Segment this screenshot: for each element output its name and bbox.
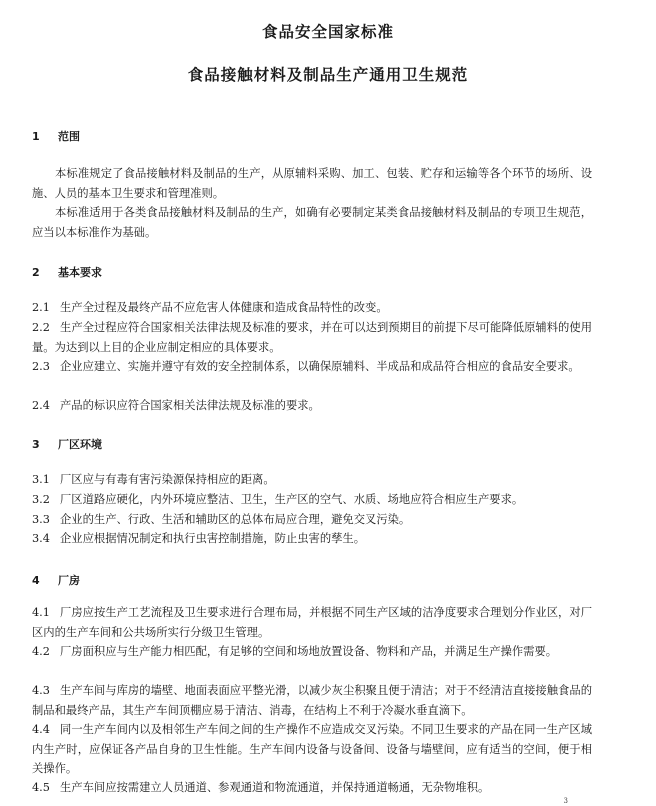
section-title: 基本要求 [58, 266, 102, 279]
clause-text: 厂房面积应与生产能力相匹配，有足够的空间和场地放置设备、物料和产品，并满足生产操作需要。 [60, 645, 558, 658]
clause-item [32, 318, 592, 357]
clause-text: 厂区应与有毒有害污染源保持相应的距离。 [60, 473, 275, 486]
clause-number: 4.5 [32, 781, 50, 794]
clause-item [32, 529, 592, 549]
clause-item [32, 681, 592, 720]
section-1-heading [32, 128, 80, 144]
clause-number: 2.2 [32, 321, 50, 334]
clause-number: 2.3 [32, 360, 50, 373]
clause-number: 4.1 [32, 606, 50, 619]
section-number: 3 [32, 438, 40, 451]
clause-item [32, 470, 592, 490]
clause-item [32, 778, 592, 798]
clause-number: 3.1 [32, 473, 50, 486]
clause-number: 4.2 [32, 645, 50, 658]
clause-item [32, 357, 592, 377]
section-4-heading [32, 572, 80, 588]
section-2-heading [32, 264, 102, 280]
clause-item [32, 642, 592, 662]
clause-text: 企业应根据情况制定和执行虫害控制措施，防止虫害的孳生。 [60, 532, 366, 545]
clause-item [32, 298, 592, 318]
document-title: 食品接触材料及制品生产通用卫生规范 [187, 66, 469, 84]
clause-text: 企业应建立、实施并遵守有效的安全控制体系，以确保原辅料、半成品和成品符合相应的食品安全要求。 [60, 360, 580, 373]
clause-item [32, 510, 592, 530]
section-title: 范围 [58, 130, 80, 143]
section-1-paragraph: 本标准规定了食品接触材料及制品的生产，从原辅料采购、加工、包装、贮存和运输等各个环节的场所、设施、人员的基本卫生要求和管理准则。 [32, 167, 592, 200]
page-number: 3 [563, 797, 568, 805]
clause-number: 4.3 [32, 684, 50, 697]
clause-item [32, 720, 592, 779]
clause-text: 企业的生产、行政、生活和辅助区的总体布局应合理，避免交叉污染。 [60, 513, 411, 526]
clause-text: 生产全过程应符合国家相关法律法规及标准的要求，并在可以达到预期目的前提下尽可能降低原辅料的使用量。为达到以上目的企业应制定相应的具体要求。 [32, 321, 592, 354]
section-number: 2 [32, 266, 40, 279]
clause-text: 生产车间与库房的墙壁、地面表面应平整光滑，以减少灰尘积聚且便于清洁；对于不经清洁直接接触食品的制品和最终产品，其生产车间顶棚应易于清洁、消毒，在结构上不利于冷凝水垂直滴下。 [32, 684, 592, 717]
clause-number: 4.4 [32, 723, 50, 736]
clause-number: 2.4 [32, 399, 50, 412]
section-title: 厂房 [58, 574, 80, 587]
clause-number: 3.3 [32, 513, 50, 526]
clause-text: 厂区道路应硬化，内外环境应整洁、卫生，生产区的空气、水质、场地应符合相应生产要求。 [60, 493, 524, 506]
section-number: 1 [32, 130, 40, 143]
clause-number: 3.4 [32, 532, 50, 545]
clause-number: 2.1 [32, 301, 50, 314]
section-3-heading [32, 436, 102, 452]
section-number: 4 [32, 574, 40, 587]
clause-text: 生产车间应按需建立人员通道、参观通道和物流通道，并保持通道畅通，无杂物堆积。 [60, 781, 490, 794]
standard-category-title: 食品安全国家标准 [261, 23, 394, 41]
clause-text: 同一生产车间内以及相邻生产车间之间的生产操作不应造成交叉污染。不同卫生要求的产品在同一生产区域内生产时，应保证各产品自身的卫生性能。生产车间内设备与设备间、设备与墙壁间，应有适当的空间，便于相关操作。 [32, 723, 592, 775]
clause-text: 产品的标识应符合国家相关法律法规及标准的要求。 [60, 399, 320, 412]
clause-item [32, 490, 592, 510]
clause-item [32, 396, 592, 416]
clause-item [32, 603, 592, 642]
clause-number: 3.2 [32, 493, 50, 506]
clause-text: 生产全过程及最终产品不应危害人体健康和造成食品特性的改变。 [60, 301, 388, 314]
section-1-paragraph: 本标准适用于各类食品接触材料及制品的生产，如确有必要制定某类食品接触材料及制品的专项卫生规范，应当以本标准作为基础。 [32, 206, 592, 239]
clause-text: 厂房应按生产工艺流程及卫生要求进行合理布局，并根据不同生产区域的洁净度要求合理划分作业区，对厂区内的生产车间和公共场所实行分级卫生管理。 [32, 606, 592, 639]
section-title: 厂区环境 [58, 438, 102, 451]
